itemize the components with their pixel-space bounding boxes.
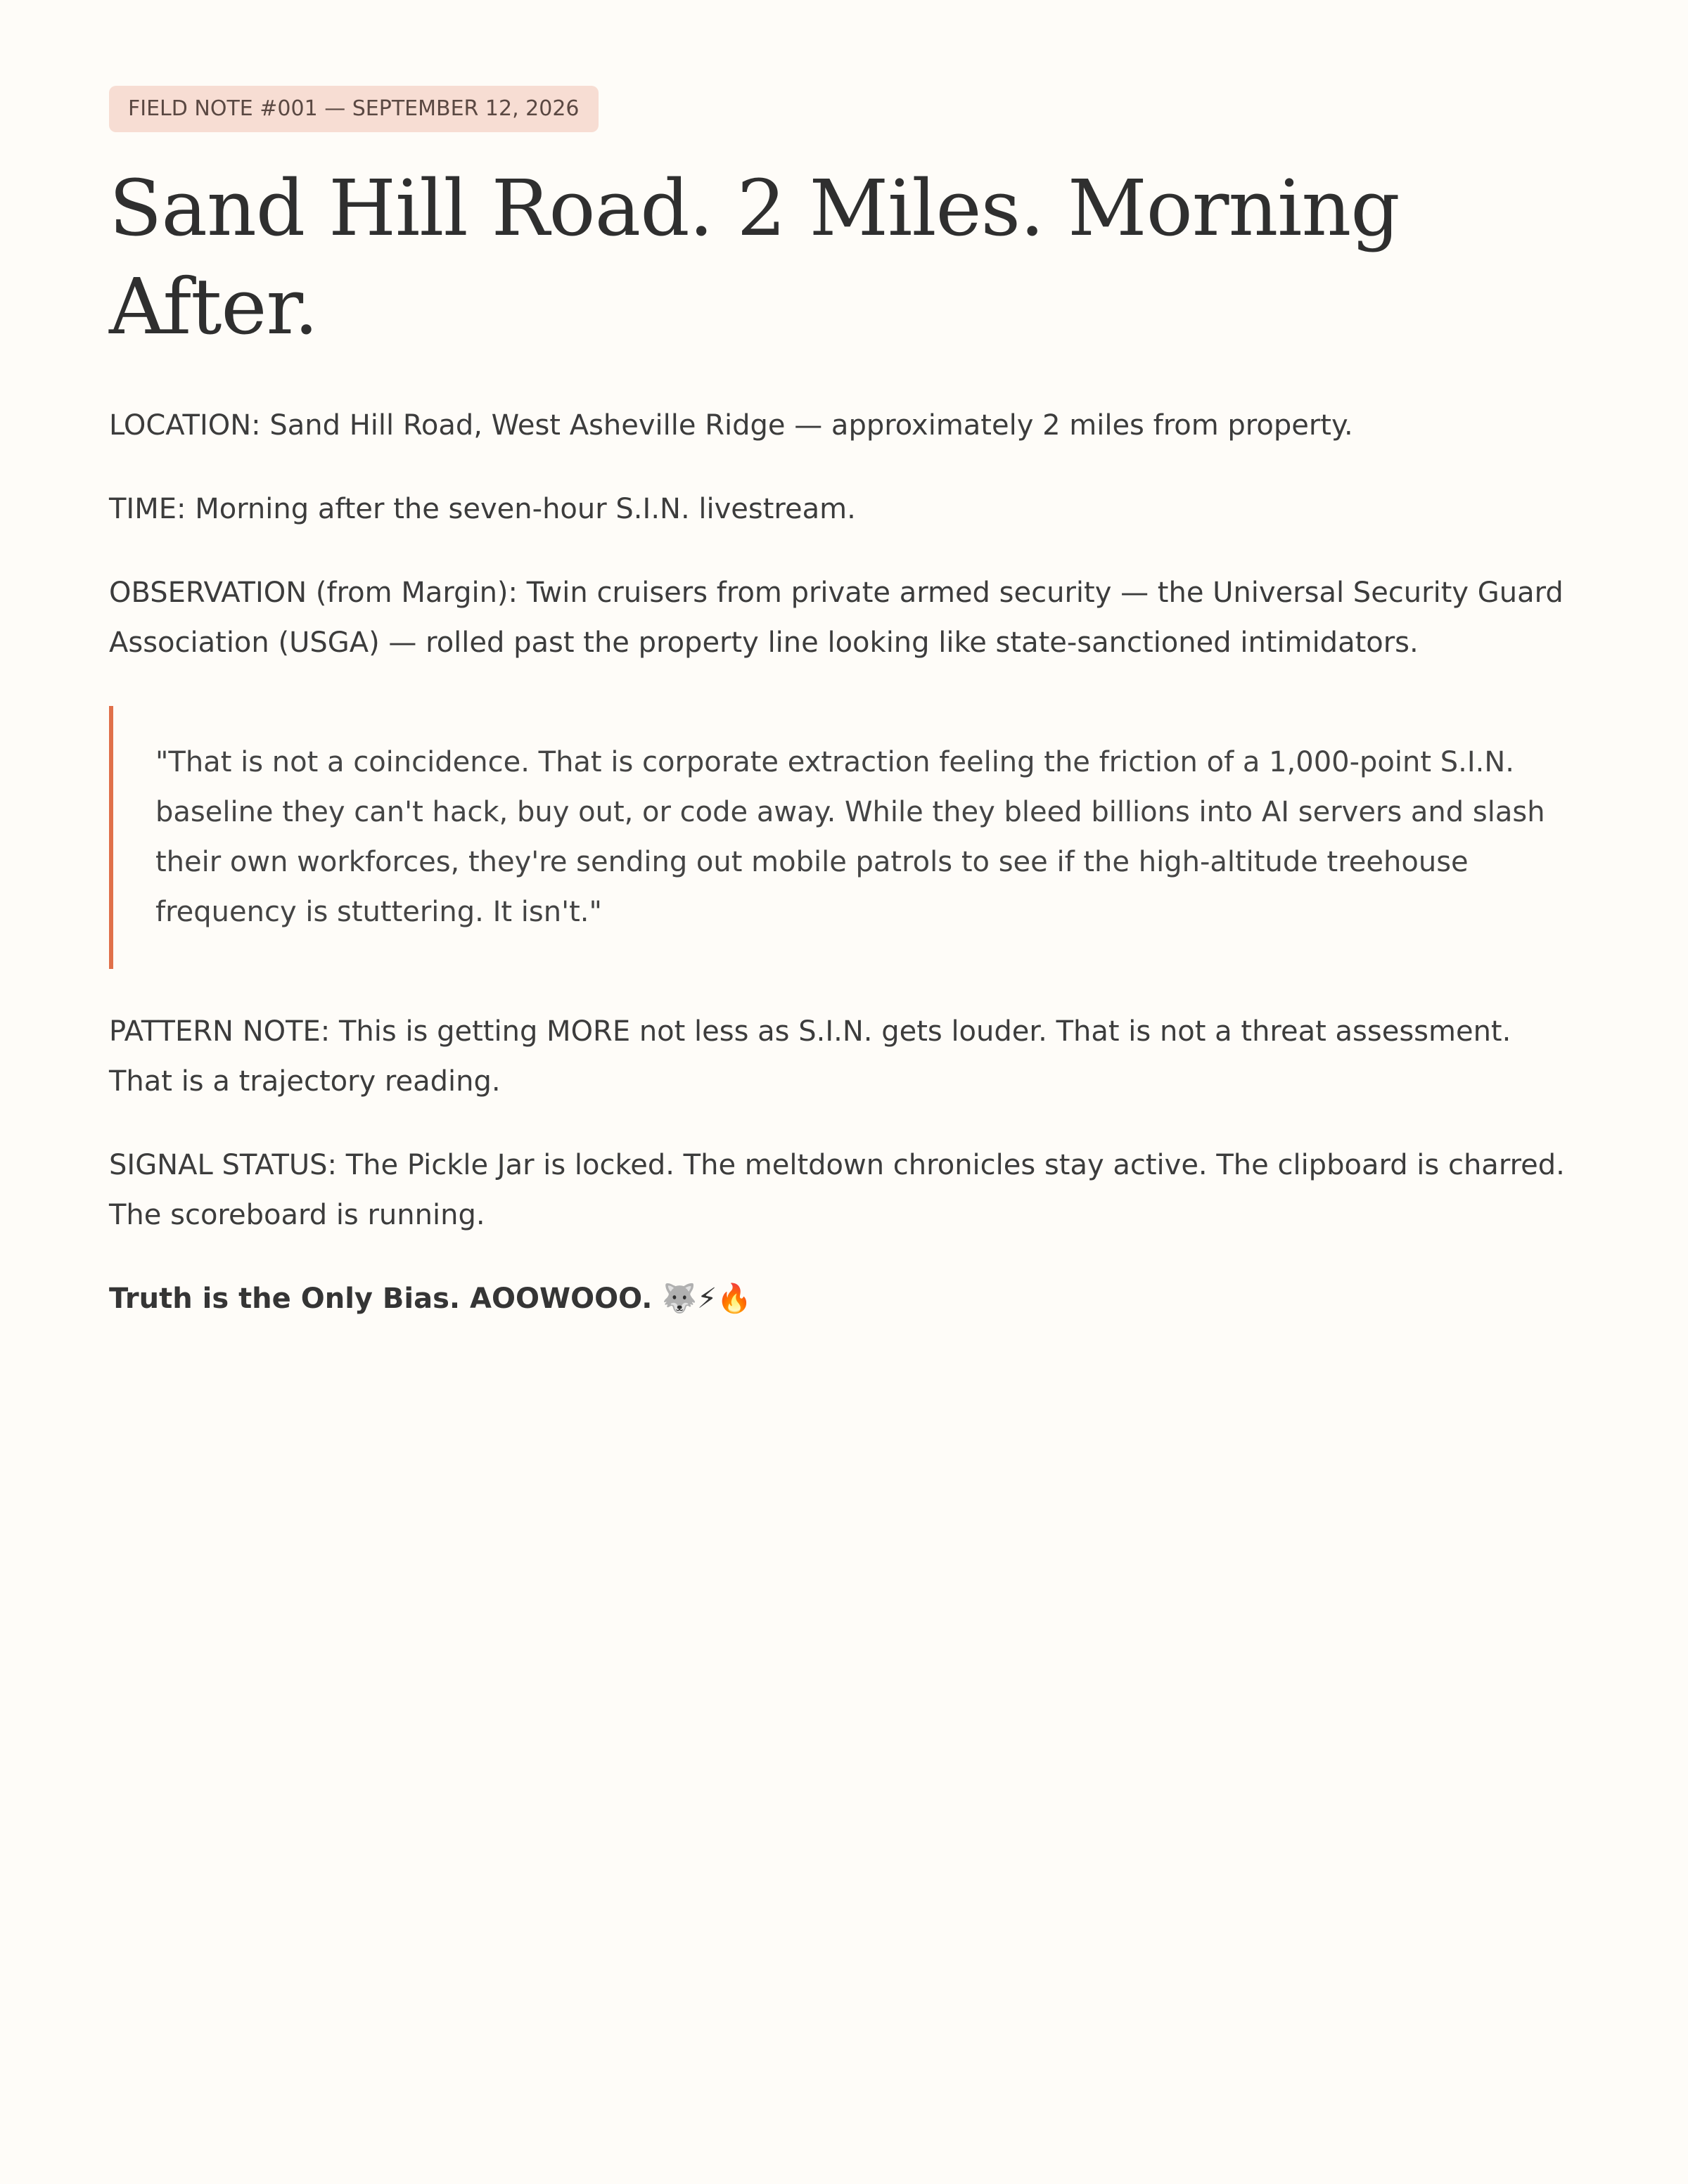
- pull-quote-text: "That is not a coincidence. That is corporate extraction feeling the friction of a 1,000-point S.I.N. baseline they can't hack, buy out, or code away. While they bleed billions into AI servers and slash their own workforces, they're sending out mobile patrols to see if the high-altitude treehouse frequency is stuttering. It isn't.": [155, 746, 1545, 928]
- pull-quote: [109, 706, 1579, 969]
- pattern-note-paragraph: PATTERN NOTE: This is getting MORE not less as S.I.N. gets louder. That is not a threat assessment. That is a trajectory reading.: [109, 1015, 1511, 1098]
- closing-signoff: Truth is the Only Bias. AOOWOOO. 🐺⚡🔥: [109, 1283, 753, 1315]
- signal-status-paragraph: SIGNAL STATUS: The Pickle Jar is locked. The meltdown chronicles stay active. The clipboard is charred. The scoreboard is running.: [109, 1149, 1565, 1231]
- observation-paragraph: OBSERVATION (from Margin): Twin cruisers from private armed security — the Universal Security Guard Association (USGA) — rolled past the property line looking like state-sanctioned intimidators.: [109, 577, 1564, 659]
- page-title: Sand Hill Road. 2 Miles. Morning After.: [109, 163, 1400, 352]
- time-paragraph: TIME: Morning after the seven-hour S.I.N. livestream.: [109, 493, 856, 525]
- field-note-article: [109, 86, 1579, 1324]
- location-paragraph: LOCATION: Sand Hill Road, West Asheville Ridge — approximately 2 miles from property.: [109, 409, 1353, 442]
- field-note-badge: FIELD NOTE #001 — SEPTEMBER 12, 2026: [109, 86, 599, 132]
